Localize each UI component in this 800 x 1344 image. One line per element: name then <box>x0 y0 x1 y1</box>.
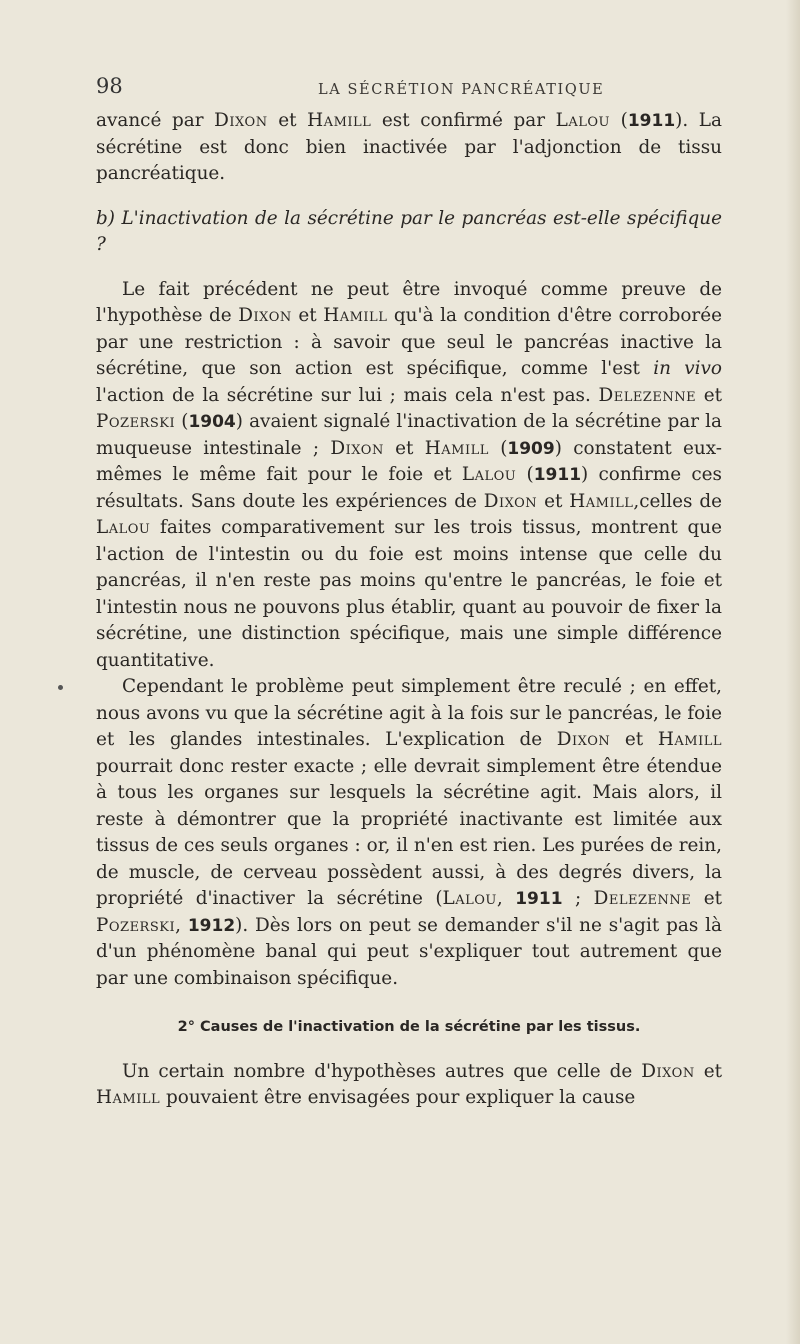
paragraph-2: Le fait précédent ne peut être invoqué comme preuve de l'hypothèse de Dixon et Hamill qu'à la condition d'être corroborée par une restriction : à savoir que seul le pancréas inactive la sécrétine, que son action est spécifique, comme l'est in vivo l'action de la sécrétine sur lui ; mais cela n'est pas. Delezenne et Pozerski (1904) avaient signalé l'inactivation de la sécrétine par la muqueuse intestinale ; Dixon et Hamill (1909) constatent eux-mêmes le même fait pour le foie et Lalou (1911) confirme ces résultats. Sans doute les expériences de Dixon et Hamill,celles de Lalou faites comparativement sur les trois tissus, montrent que l'action de l'intestin ou du foie est moins intense que celle du pancréas, il n'en reste pas moins qu'entre le pancréas, le foie et l'intestin nous ne pouvons plus établir, quant au pouvoir de fixer la sécrétine, une distinction spécifique, mais une simple différence quantitative. <box>96 278 723 671</box>
page-number: 98 <box>96 74 123 98</box>
margin-dot <box>58 685 63 690</box>
paragraph-3: Cependant le problème peut simplement être reculé ; en effet, nous avons vu que la sécrétine agit à la fois sur le pancréas, le foie et les glandes intestinales. L'explication de Dixon et Hamill pourrait donc rester exacte ; elle devrait simplement être étendue à tous les organes sur lesquels la sécrétine agit. Mais alors, il reste à démontrer que la propriété inactivante est limitée aux tissus de ces seuls organes : or, il n'en est rien. Les purées de rein, de muscle, de cerveau possèdent aussi, à des degrés divers, la propriété d'inactiver la sécrétine (Lalou, 1911 ; Delezenne et Pozerski, 1912). Dès lors on peut se demander s'il ne s'agit pas là d'un phénomène banal qui peut s'expliquer tout autrement que par une combinaison spécifique. <box>96 676 722 989</box>
section-heading-2: 2° Causes de l'inactivation de la sécrétine par les tissus. <box>177 1019 641 1035</box>
page-edge-shadow <box>786 0 800 1344</box>
paragraph-4: Un certain nombre d'hypothèses autres que celle de Dixon et Hamill pouvaient être envisagées pour expliquer la cause <box>96 1060 722 1108</box>
page-header <box>96 74 716 104</box>
running-title: LA SÉCRÉTION PANCRÉATIQUE <box>318 82 605 98</box>
paragraph-1: avancé par Dixon et Hamill est confirmé par Lalou (1911). La sécrétine est donc bien inactivée par l'adjonction de tissu pancréatique. <box>96 110 722 184</box>
page-body <box>96 108 722 1112</box>
subsection-heading-b: b) L'inactivation de la sécrétine par le pancréas est-elle spécifique ? <box>96 207 722 255</box>
